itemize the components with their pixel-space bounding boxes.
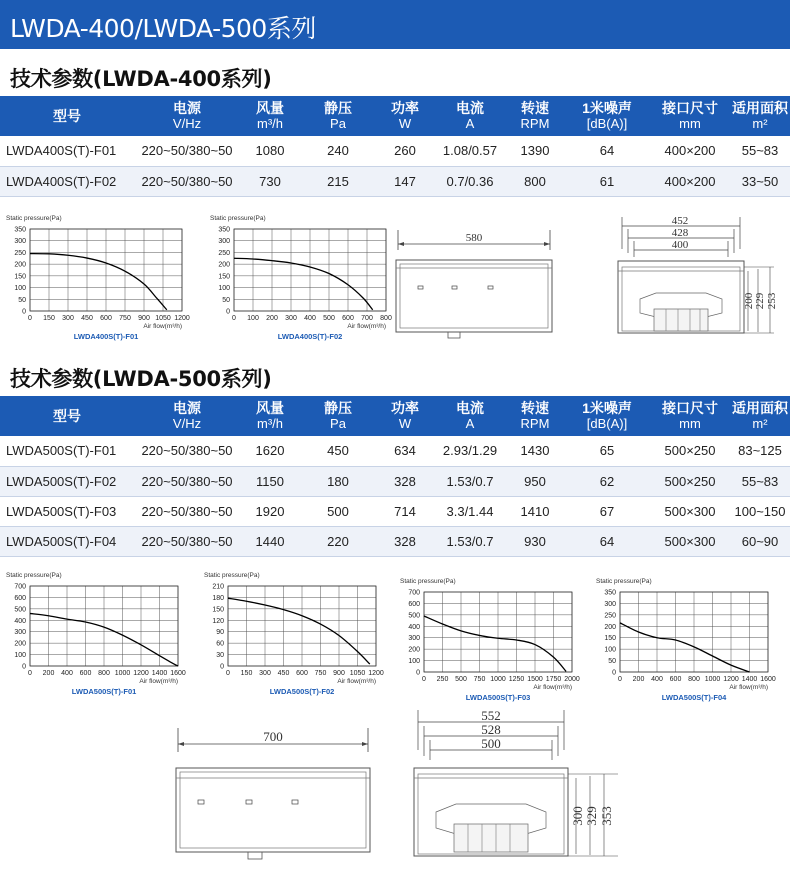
column-header xyxy=(376,96,434,136)
x-axis-label: Air flow(m³/h) xyxy=(729,684,768,691)
chart-svg xyxy=(210,213,404,341)
y-tick-label: 100 xyxy=(604,646,616,654)
y-tick-label: 50 xyxy=(222,296,230,304)
dim-300: 300 xyxy=(570,806,585,826)
y-tick-label: 90 xyxy=(216,629,224,637)
y-tick-label: 400 xyxy=(14,617,26,625)
table-cell: 1150 xyxy=(240,466,300,496)
x-tick-label: 300 xyxy=(62,315,74,322)
x-tick-label: 150 xyxy=(240,670,253,677)
table-cell: 1410 xyxy=(506,496,564,526)
y-axis-label: Static pressure(Pa) xyxy=(204,572,260,579)
table-cell: 2.93/1.29 xyxy=(434,436,506,466)
column-header xyxy=(434,96,506,136)
table-cell: 1.08/0.57 xyxy=(434,136,506,166)
chart-svg xyxy=(6,570,196,696)
dim-452: 452 xyxy=(671,215,689,227)
dim-580: 580 xyxy=(465,232,483,244)
x-tick-label: 200 xyxy=(42,670,55,677)
table-cell: LWDA400S(T)-F01 xyxy=(0,136,134,166)
y-tick-label: 500 xyxy=(408,612,420,620)
x-tick-label: 800 xyxy=(380,315,392,322)
chart-lwda400-f02 xyxy=(210,213,404,341)
table-cell: 55~83 xyxy=(730,136,790,166)
x-tick-label: 100 xyxy=(247,315,259,322)
table-row xyxy=(0,466,790,496)
chart-title: LWDA500S(T)-F01 xyxy=(71,687,137,696)
y-tick-label: 400 xyxy=(408,623,420,631)
y-tick-label: 0 xyxy=(22,663,26,671)
x-tick-label: 1000 xyxy=(704,676,721,683)
table-cell: 62 xyxy=(564,466,650,496)
column-header xyxy=(506,96,564,136)
table-row xyxy=(0,496,790,526)
table-cell: 328 xyxy=(376,526,434,556)
table-cell: 1.53/0.7 xyxy=(434,526,506,556)
table-cell: 400×200 xyxy=(650,136,730,166)
banner-title: LWDA-400/LWDA-500系列 xyxy=(10,14,316,43)
column-unit: [dB(A)] xyxy=(586,416,628,431)
drawing-400-front xyxy=(390,224,565,342)
table-row xyxy=(0,526,790,556)
column-header xyxy=(650,96,730,136)
column-unit: m³/h xyxy=(257,116,283,131)
x-axis-label: Air flow(m³/h) xyxy=(337,678,376,685)
x-tick-label: 1200 xyxy=(133,670,149,677)
table-cell: 60~90 xyxy=(730,526,790,556)
x-tick-label: 1000 xyxy=(114,670,131,677)
dim-329: 329 xyxy=(584,806,599,826)
column-unit: A xyxy=(465,416,475,431)
y-tick-label: 350 xyxy=(14,226,26,234)
x-tick-label: 750 xyxy=(473,676,486,683)
table-cell: 180 xyxy=(300,466,376,496)
dim-200: 200 xyxy=(743,292,755,310)
table-cell: 220 xyxy=(300,526,376,556)
column-header xyxy=(650,396,730,436)
table-cell: 930 xyxy=(506,526,564,556)
table-cell: LWDA500S(T)-F03 xyxy=(0,496,134,526)
dim-500: 500 xyxy=(481,736,501,751)
dim-552: 552 xyxy=(481,708,501,723)
chart-lwda500-f01 xyxy=(6,570,196,696)
table-cell: LWDA500S(T)-F04 xyxy=(0,526,134,556)
y-tick-label: 50 xyxy=(18,296,26,304)
column-header xyxy=(300,396,376,436)
x-tick-label: 1250 xyxy=(508,676,525,683)
x-tick-label: 400 xyxy=(61,670,73,677)
y-tick-label: 150 xyxy=(218,273,230,281)
drawing-500-side xyxy=(406,706,626,866)
table-cell: 500×300 xyxy=(650,496,730,526)
x-tick-label: 300 xyxy=(259,670,271,677)
column-label: 型号 xyxy=(53,108,81,124)
x-tick-label: 900 xyxy=(333,670,345,677)
table-cell: 67 xyxy=(564,496,650,526)
table-cell: 450 xyxy=(300,436,376,466)
table-cell: 147 xyxy=(376,166,434,196)
column-label: 电源 xyxy=(173,400,201,416)
y-tick-label: 60 xyxy=(216,640,224,648)
table-cell: 1440 xyxy=(240,526,300,556)
column-label: 静压 xyxy=(324,100,352,116)
x-tick-label: 0 xyxy=(618,676,622,683)
page-banner xyxy=(0,0,790,49)
spec-table-500 xyxy=(0,396,790,557)
dim-353: 353 xyxy=(599,806,614,826)
x-tick-label: 800 xyxy=(688,676,700,683)
table-cell: 260 xyxy=(376,136,434,166)
table-cell: 634 xyxy=(376,436,434,466)
chart-svg xyxy=(596,576,786,702)
table-cell: 65 xyxy=(564,436,650,466)
table-cell: 64 xyxy=(564,136,650,166)
x-tick-label: 1400 xyxy=(151,670,168,677)
table-cell: 215 xyxy=(300,166,376,196)
dim-400: 400 xyxy=(671,239,689,251)
table-cell: 1430 xyxy=(506,436,564,466)
column-label: 接口尺寸 xyxy=(662,400,718,416)
column-unit: Pa xyxy=(330,116,346,131)
x-axis-label: Air flow(m³/h) xyxy=(347,323,386,330)
y-tick-label: 100 xyxy=(218,285,230,293)
column-label: 型号 xyxy=(53,408,81,424)
x-tick-label: 0 xyxy=(232,315,236,322)
x-tick-label: 600 xyxy=(100,315,112,322)
y-tick-label: 250 xyxy=(218,249,230,257)
table-cell: 240 xyxy=(300,136,376,166)
x-tick-label: 0 xyxy=(28,315,32,322)
x-tick-label: 400 xyxy=(304,315,316,322)
y-tick-label: 700 xyxy=(14,583,26,591)
column-unit: W xyxy=(398,416,412,431)
table-cell: 1390 xyxy=(506,136,564,166)
y-tick-label: 150 xyxy=(14,273,26,281)
y-tick-label: 150 xyxy=(212,606,224,614)
chart-svg xyxy=(400,576,590,702)
table-cell: 64 xyxy=(564,526,650,556)
column-label: 转速 xyxy=(521,400,549,416)
column-header xyxy=(564,96,650,136)
x-tick-label: 1050 xyxy=(155,315,171,322)
dim-229: 229 xyxy=(754,292,766,310)
column-label: 电源 xyxy=(173,100,201,116)
y-tick-label: 500 xyxy=(14,606,26,614)
column-label: 1米噪声 xyxy=(582,400,632,416)
column-label: 电流 xyxy=(456,100,484,116)
chart-svg xyxy=(6,213,200,341)
column-unit: m² xyxy=(752,416,768,431)
x-tick-label: 800 xyxy=(98,670,110,677)
column-label: 转速 xyxy=(521,100,549,116)
table-cell: LWDA500S(T)-F01 xyxy=(0,436,134,466)
table-cell: 500×300 xyxy=(650,526,730,556)
x-tick-label: 150 xyxy=(43,315,55,322)
x-tick-label: 300 xyxy=(285,315,297,322)
column-unit: mm xyxy=(679,416,701,431)
table-cell: 1920 xyxy=(240,496,300,526)
table-cell: 220~50/380~50 xyxy=(134,436,240,466)
column-header xyxy=(506,396,564,436)
y-tick-label: 600 xyxy=(14,594,26,602)
table-cell: 950 xyxy=(506,466,564,496)
x-tick-label: 0 xyxy=(226,670,230,677)
y-tick-label: 250 xyxy=(604,612,616,620)
y-tick-label: 200 xyxy=(604,623,616,631)
y-tick-label: 180 xyxy=(212,594,224,602)
x-tick-label: 600 xyxy=(669,676,682,683)
column-unit: mm xyxy=(679,116,701,131)
y-tick-label: 700 xyxy=(408,589,420,597)
column-unit: [dB(A)] xyxy=(586,116,628,131)
section-400-title: 技术参数(LWDA-400系列) xyxy=(10,67,272,91)
table-cell: 500×250 xyxy=(650,466,730,496)
x-tick-label: 450 xyxy=(277,670,290,677)
series-line xyxy=(620,623,750,672)
table-cell: 400×200 xyxy=(650,166,730,196)
column-header xyxy=(240,396,300,436)
table-cell: 33~50 xyxy=(730,166,790,196)
column-unit: RPM xyxy=(520,116,550,131)
section-500-title: 技术参数(LWDA-500系列) xyxy=(10,367,272,391)
y-axis-label: Static pressure(Pa) xyxy=(596,578,652,585)
y-tick-label: 50 xyxy=(608,658,616,666)
y-tick-label: 0 xyxy=(226,308,230,316)
chart-title: LWDA500S(T)-F04 xyxy=(661,693,727,702)
chart-title: LWDA500S(T)-F03 xyxy=(465,693,531,702)
y-axis-label: Static pressure(Pa) xyxy=(210,215,266,222)
series-line xyxy=(424,616,566,671)
y-tick-label: 0 xyxy=(416,669,420,677)
column-label: 接口尺寸 xyxy=(662,100,718,116)
chart-svg xyxy=(204,570,394,696)
x-tick-label: 600 xyxy=(342,315,354,322)
column-header xyxy=(730,396,790,436)
series-line xyxy=(228,598,370,664)
table-cell: 220~50/380~50 xyxy=(134,526,240,556)
column-label: 功率 xyxy=(391,100,419,116)
column-label: 适用面积 xyxy=(732,100,788,116)
column-unit: m³/h xyxy=(257,416,283,431)
table-row xyxy=(0,436,790,466)
chart-lwda400-f01 xyxy=(6,213,200,341)
table-cell: 83~125 xyxy=(730,436,790,466)
y-tick-label: 200 xyxy=(218,261,230,269)
y-axis-label: Static pressure(Pa) xyxy=(6,215,62,222)
x-tick-label: 450 xyxy=(81,315,93,322)
dim-428: 428 xyxy=(671,227,689,239)
y-tick-label: 200 xyxy=(408,646,420,654)
x-tick-label: 1050 xyxy=(349,670,366,677)
column-label: 电流 xyxy=(456,400,484,416)
series-line xyxy=(30,254,167,310)
table-cell: 1620 xyxy=(240,436,300,466)
x-tick-label: 1200 xyxy=(368,670,384,677)
table-cell: 220~50/380~50 xyxy=(134,136,240,166)
table-cell: 0.7/0.36 xyxy=(434,166,506,196)
x-tick-label: 600 xyxy=(296,670,308,677)
column-header xyxy=(134,96,240,136)
column-unit: Pa xyxy=(330,416,346,431)
table-cell: 500 xyxy=(300,496,376,526)
column-label: 风量 xyxy=(256,400,284,416)
table-cell: 730 xyxy=(240,166,300,196)
x-tick-label: 1750 xyxy=(545,676,562,683)
chart-lwda500-f02 xyxy=(204,570,394,696)
x-tick-label: 1400 xyxy=(741,676,758,683)
drawing-500-front xyxy=(168,722,378,862)
y-tick-label: 150 xyxy=(604,635,616,643)
y-tick-label: 300 xyxy=(604,600,616,608)
table-cell: 500×250 xyxy=(650,436,730,466)
column-header xyxy=(134,396,240,436)
table-cell: 328 xyxy=(376,466,434,496)
dim-700: 700 xyxy=(263,729,283,744)
y-tick-label: 300 xyxy=(14,629,26,637)
table-cell: LWDA500S(T)-F02 xyxy=(0,466,134,496)
column-unit: m² xyxy=(752,116,768,131)
table-cell: 220~50/380~50 xyxy=(134,466,240,496)
table-cell: 1.53/0.7 xyxy=(434,466,506,496)
column-header xyxy=(434,396,506,436)
chart-title: LWDA400S(T)-F02 xyxy=(277,332,343,341)
table-row xyxy=(0,166,790,196)
column-header xyxy=(376,396,434,436)
x-tick-label: 1600 xyxy=(760,676,776,683)
y-tick-label: 120 xyxy=(212,617,224,625)
y-tick-label: 350 xyxy=(604,589,616,597)
table-cell: 800 xyxy=(506,166,564,196)
x-axis-label: Air flow(m³/h) xyxy=(143,323,182,330)
x-tick-label: 500 xyxy=(323,315,335,322)
column-unit: V/Hz xyxy=(172,416,202,431)
y-tick-label: 0 xyxy=(220,663,224,671)
y-tick-label: 300 xyxy=(14,238,26,246)
x-tick-label: 750 xyxy=(314,670,327,677)
column-label: 功率 xyxy=(391,400,419,416)
chart-lwda500-f04 xyxy=(596,576,786,702)
x-tick-label: 2000 xyxy=(564,676,580,683)
x-tick-label: 0 xyxy=(422,676,426,683)
drawing-400-side xyxy=(612,213,782,343)
table-cell: 714 xyxy=(376,496,434,526)
column-header xyxy=(240,96,300,136)
column-header xyxy=(300,96,376,136)
column-header xyxy=(730,96,790,136)
dim-528: 528 xyxy=(481,722,501,737)
table-cell: 220~50/380~50 xyxy=(134,496,240,526)
y-tick-label: 300 xyxy=(408,635,420,643)
column-header xyxy=(0,96,134,136)
table-cell: 220~50/380~50 xyxy=(134,166,240,196)
column-label: 1米噪声 xyxy=(582,100,632,116)
column-unit: A xyxy=(465,116,475,131)
table-cell: LWDA400S(T)-F02 xyxy=(0,166,134,196)
y-axis-label: Static pressure(Pa) xyxy=(6,572,62,579)
column-label: 风量 xyxy=(256,100,284,116)
column-header xyxy=(0,396,134,436)
x-tick-label: 750 xyxy=(119,315,131,322)
x-tick-label: 1000 xyxy=(490,676,506,683)
y-tick-label: 30 xyxy=(216,652,224,660)
y-tick-label: 0 xyxy=(612,669,616,677)
x-tick-label: 500 xyxy=(455,676,467,683)
table-cell: 1080 xyxy=(240,136,300,166)
x-tick-label: 200 xyxy=(266,315,278,322)
spec-table-400 xyxy=(0,96,790,197)
y-tick-label: 100 xyxy=(408,658,420,666)
table-row xyxy=(0,136,790,166)
y-tick-label: 300 xyxy=(218,238,230,246)
y-axis-label: Static pressure(Pa) xyxy=(400,578,456,585)
y-tick-label: 600 xyxy=(408,600,420,608)
x-tick-label: 1200 xyxy=(174,315,190,322)
column-label: 适用面积 xyxy=(732,400,788,416)
y-tick-label: 100 xyxy=(14,285,26,293)
table-cell: 100~150 xyxy=(730,496,790,526)
series-line xyxy=(234,258,373,310)
table-cell: 3.3/1.44 xyxy=(434,496,506,526)
x-axis-label: Air flow(m³/h) xyxy=(533,684,572,691)
table-cell: 61 xyxy=(564,166,650,196)
y-tick-label: 0 xyxy=(22,308,26,316)
dim-253: 253 xyxy=(766,292,778,310)
x-tick-label: 0 xyxy=(28,670,32,677)
chart-lwda500-f03 xyxy=(400,576,590,702)
column-unit: W xyxy=(398,116,412,131)
column-unit: V/Hz xyxy=(172,116,202,131)
x-tick-label: 200 xyxy=(632,676,645,683)
y-tick-label: 200 xyxy=(14,261,26,269)
column-unit: RPM xyxy=(520,416,550,431)
y-tick-label: 350 xyxy=(218,226,230,234)
x-tick-label: 900 xyxy=(138,315,150,322)
y-tick-label: 250 xyxy=(14,249,26,257)
x-tick-label: 1500 xyxy=(527,676,543,683)
column-header xyxy=(564,396,650,436)
x-tick-label: 400 xyxy=(651,676,663,683)
x-tick-label: 1200 xyxy=(723,676,739,683)
chart-title: LWDA500S(T)-F02 xyxy=(269,687,335,696)
x-tick-label: 1600 xyxy=(170,670,186,677)
y-tick-label: 100 xyxy=(14,652,26,660)
x-axis-label: Air flow(m³/h) xyxy=(139,678,178,685)
y-tick-label: 200 xyxy=(14,640,26,648)
x-tick-label: 600 xyxy=(79,670,92,677)
x-tick-label: 700 xyxy=(361,315,373,322)
column-label: 静压 xyxy=(324,400,352,416)
table-cell: 55~83 xyxy=(730,466,790,496)
x-tick-label: 250 xyxy=(436,676,449,683)
y-tick-label: 210 xyxy=(212,583,224,591)
chart-title: LWDA400S(T)-F01 xyxy=(73,332,139,341)
